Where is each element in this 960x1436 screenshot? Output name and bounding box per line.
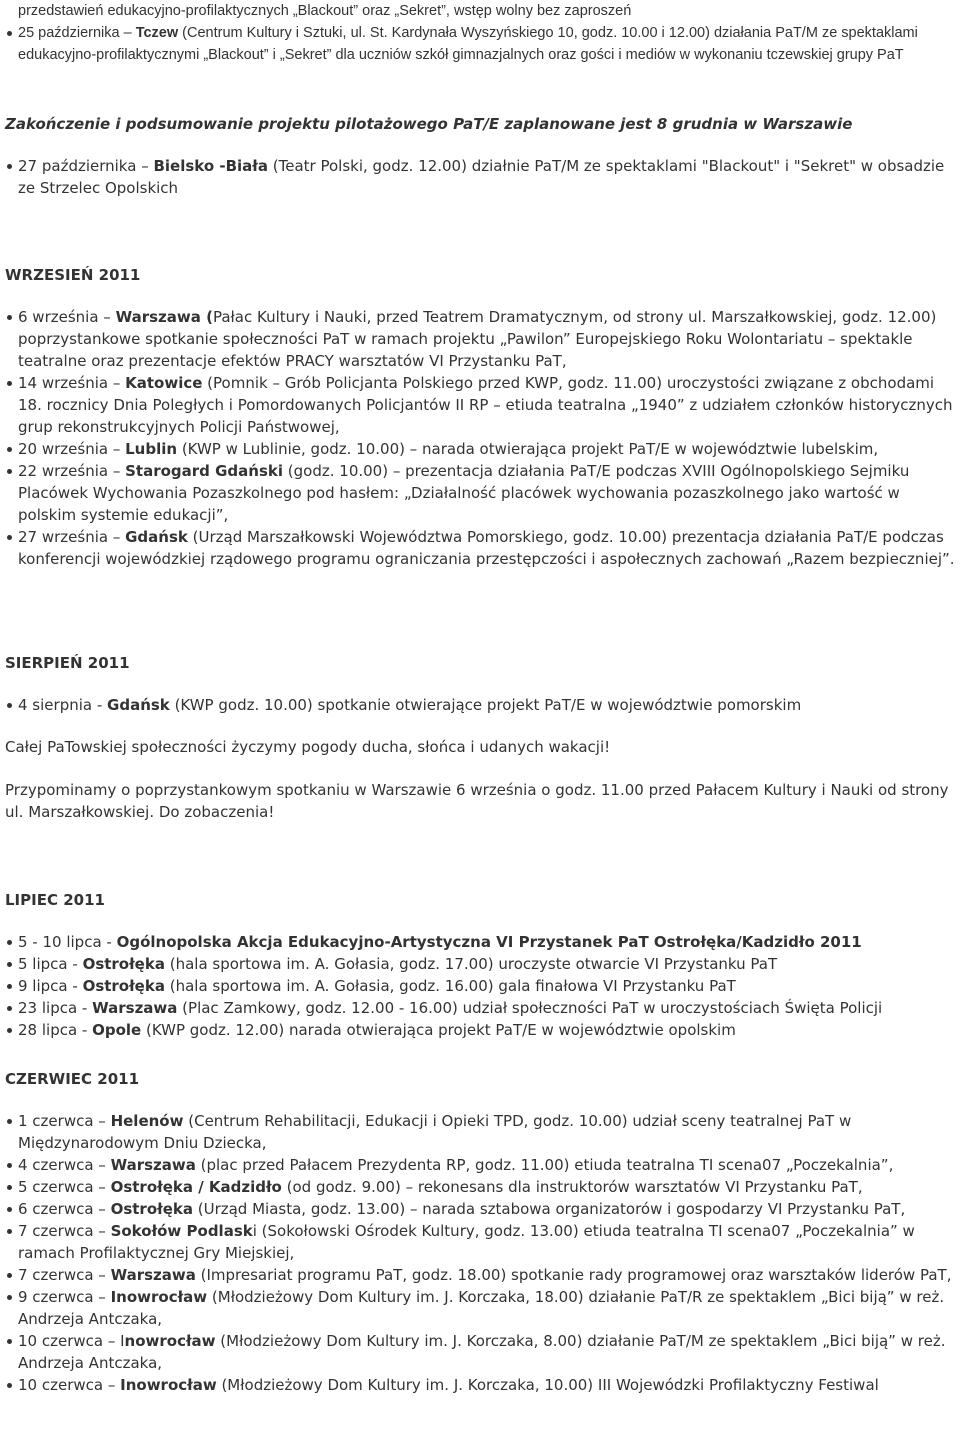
- list-item: 9 czerwca – Inowrocław (Młodzieżowy Dom Kultury im. J. Korczaka, 18.00) działanie PaT/R ze spektaklem „Bici biją” w reż. Andrzeja Antczaka,: [5, 1286, 955, 1330]
- june-list: [5, 1110, 955, 1396]
- reminder-paragraph: Przypominamy o poprzystankowym spotkaniu w Warszawie 6 września o godz. 11.00 przed Pałacem Kultury i Nauki od strony ul. Marszałkowskiej. Do zobaczenia!: [5, 781, 949, 821]
- list-item: 14 września – Katowice (Pomnik – Grób Policjanta Polskiego przed KWP, godz. 11.00) uroczystości związane z obchodami 18. rocznicy Dnia Poległych i Pomordowanych Policjantów II RP – etiuda teatralna „1940” z udziałem członków historycznych grup rekonstrukcyjnych Policji Państwowej,: [5, 372, 955, 438]
- august-list: [5, 694, 955, 716]
- top-line-1: przedstawień edukacyjno-profilaktycznych „Blackout” oraz „Sekret”, wstęp wolny bez zaproszeń: [18, 3, 632, 19]
- june-heading: CZERWIEC 2011: [5, 1070, 140, 1088]
- list-item: 10 czerwca – Inowrocław (Młodzieżowy Dom Kultury im. J. Korczaka, 10.00) III Wojewódzki Profilaktyczny Festiwal: [5, 1374, 955, 1396]
- list-item: 28 lipca - Opole (KWP godz. 12.00) narada otwierająca projekt PaT/E w województwie opolskim: [5, 1019, 955, 1041]
- list-item: 22 września – Starogard Gdański (godz. 10.00) – prezentacja działania PaT/E podczas XVIII Ogólnopolskiego Sejmiku Placówek Wychowania Pozaszkolnego pod hasłem: „Działalność placówek wychowania pozaszkolnego jako wartość w polskim systemie edukacji”,: [5, 460, 955, 526]
- july-heading: LIPIEC 2011: [5, 891, 105, 909]
- top-list: [5, 22, 950, 66]
- list-item: 23 lipca - Warszawa (Plac Zamkowy, godz. 12.00 - 16.00) udział społeczności PaT w uroczystościach Święta Policji: [5, 997, 955, 1019]
- list-item: 6 czerwca – Ostrołęka (Urząd Miasta, godz. 13.00) – narada sztabowa organizatorów i gospodarzy VI Przystanku PaT,: [5, 1198, 955, 1220]
- august-heading: SIERPIEŃ 2011: [5, 654, 130, 672]
- october-list: [5, 155, 955, 199]
- list-item: 6 września – Warszawa (Pałac Kultury i Nauki, przed Teatrem Dramatycznym, od strony ul. Marszałkowskiej, godz. 12.00) poprzystankowe spotkanie społeczności PaT w ramach projektu „Pawilon” Europejskiego Roku Wolontariatu – spektakle teatralne oraz prezentacje efektów PRACY warsztatów VI Przystanku PaT,: [5, 306, 955, 372]
- list-item: 4 czerwca – Warszawa (plac przed Pałacem Prezydenta RP, godz. 11.00) etiuda teatralna TI scena07 „Poczekalnia”,: [5, 1154, 955, 1176]
- list-item: 5 lipca - Ostrołęka (hala sportowa im. A. Gołasia, godz. 17.00) uroczyste otwarcie VI Przystanku PaT: [5, 953, 955, 975]
- july-list: [5, 931, 955, 1041]
- top-continuation: [8, 0, 953, 66]
- list-item: 5 - 10 lipca - Ogólnopolska Akcja Edukacyjno-Artystyczna VI Przystanek PaT Ostrołęka/Kadzidło 2011: [5, 931, 955, 953]
- list-item: 1 czerwca – Helenów (Centrum Rehabilitacji, Edukacji i Opieki TPD, godz. 10.00) udział sceny teatralnej PaT w Międzynarodowym Dniu Dziecka,: [5, 1110, 955, 1154]
- list-item: 4 sierpnia - Gdańsk (KWP godz. 10.00) spotkanie otwierające projekt PaT/E w województwie pomorskim: [5, 694, 955, 716]
- list-item: 10 czerwca – Inowrocław (Młodzieżowy Dom Kultury im. J. Korczaka, 8.00) działanie PaT/M ze spektaklem „Bici biją” w reż. Andrzeja Antczaka,: [5, 1330, 955, 1374]
- list-item: 20 września – Lublin (KWP w Lublinie, godz. 10.00) – narada otwierająca projekt PaT/E w województwie lubelskim,: [5, 438, 955, 460]
- wishes-paragraph: Całej PaTowskiej społeczności życzymy pogody ducha, słońca i udanych wakacji!: [5, 738, 611, 756]
- list-item: 9 lipca - Ostrołęka (hala sportowa im. A. Gołasia, godz. 16.00) gala finałowa VI Przystanku PaT: [5, 975, 955, 997]
- list-item: 25 października – Tczew (Centrum Kultury i Sztuki, ul. St. Kardynała Wyszyńskiego 10, godz. 10.00 i 12.00) działania PaT/M ze spektaklami edukacyjno-profilaktycznymi „Blackout” i „Sekret” dla uczniów szkół gimnazjalnych oraz gości i mediów w wykonaniu tczewskiej grupy PaT: [5, 22, 950, 66]
- list-item: 5 czerwca – Ostrołęka / Kadzidło (od godz. 9.00) – rekonesans dla instruktorów warsztatów VI Przystanku PaT,: [5, 1176, 955, 1198]
- project-ending-heading: Zakończenie i podsumowanie projektu pilotażowego PaT/E zaplanowane jest 8 grudnia w Warszawie: [5, 115, 853, 133]
- list-item: 27 października – Bielsko -Biała (Teatr Polski, godz. 12.00) działnie PaT/M ze spektaklami "Blackout" i "Sekret" w obsadzie ze Strzelec Opolskich: [5, 155, 955, 199]
- list-item: 7 czerwca – Sokołów Podlaski (Sokołowski Ośrodek Kultury, godz. 13.00) etiuda teatralna TI scena07 „Poczekalnia” w ramach Profilaktycznej Gry Miejskiej,: [5, 1220, 955, 1264]
- list-item: 7 czerwca – Warszawa (Impresariat programu PaT, godz. 18.00) spotkanie rady programowej oraz warsztaków liderów PaT,: [5, 1264, 955, 1286]
- list-item: 27 września – Gdańsk (Urząd Marszałkowski Województwa Pomorskiego, godz. 10.00) prezentacja działania PaT/E podczas konferencji wojewódzkiej rządowego programu ograniczania przestępczości i aspołecznych zachowań „Razem bezpieczniej”.: [5, 526, 955, 570]
- september-list: [5, 306, 955, 570]
- september-heading: WRZESIEŃ 2011: [5, 266, 141, 284]
